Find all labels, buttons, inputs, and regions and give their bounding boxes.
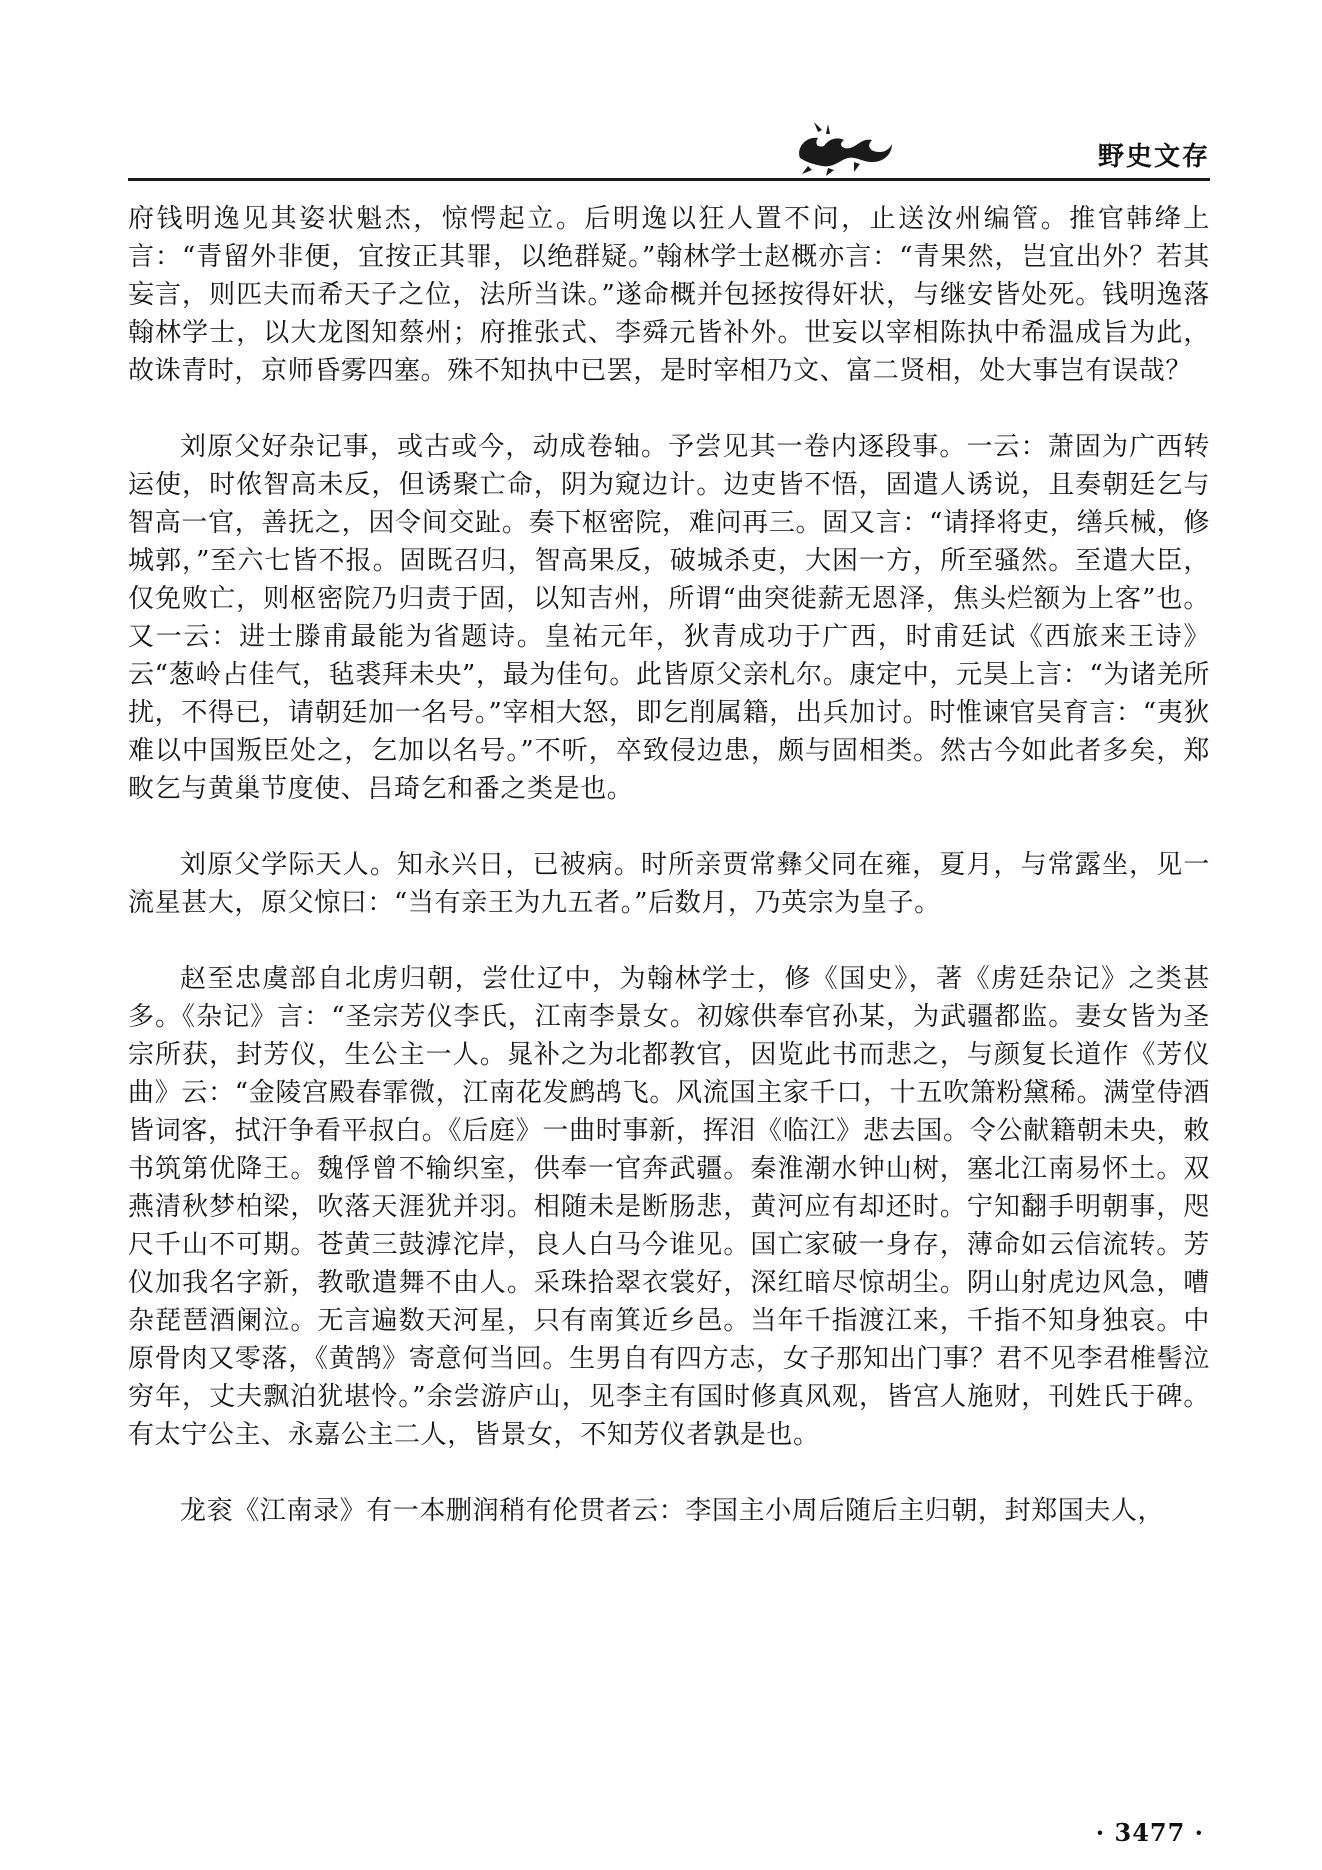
paragraph-gap (128, 922, 1210, 960)
header-rule (128, 178, 1210, 181)
page-header (128, 100, 1210, 182)
paragraph-gap (128, 808, 1210, 846)
paragraph: 赵至忠虞部自北虏归朝，尝仕辽中，为翰林学士，修《国史》，著《虏廷杂记》之类甚多。《杂记》言：“圣宗芳仪李氏，江南李景女。初嫁供奉官孙某，为武疆都监。妻女皆为圣宗所获，封芳仪，生公主一人。晁补之为北都教官，因览此书而悲之，与颜复长道作《芳仪曲》云：“金陵宫殿春霏微，江南花发鹧鸪飞。风流国主家千口，十五吹箫粉黛稀。满堂侍酒皆词客，拭汗争看平叔白。《后庭》一曲时事新，挥泪《临江》悲去国。令公献籍朝未央，敕书筑第优降王。魏俘曾不输织室，供奉一官奔武疆。秦淮潮水钟山树，塞北江南易怀土。双燕清秋梦柏梁，吹落天涯犹并羽。相随未是断肠悲，黄河应有却还时。宁知翻手明朝事，咫尺千山不可期。苍黄三鼓滹沱岸，良人白马今谁见。国亡家破一身存，薄命如云信流转。芳仪加我名字新，教歌遣舞不由人。采珠拾翠衣裳好，深红暗尽惊胡尘。阴山射虎边风急，嘈杂琵琶酒阑泣。无言遍数天河星，只有南箕近乡邑。当年千指渡江来，千指不知身独哀。中原骨肉又零落，《黄鹄》寄意何当回。生男自有四方志，女子那知出门事？君不见李君椎髻泣穷年，丈夫飘泊犹堪怜。”余尝游庐山，见李主有国时修真风观，皆宫人施财，刊姓氏于碑。有太宁公主、永嘉公主二人，皆景女，不知芳仪者孰是也。 (128, 964, 1210, 1450)
running-header-title: 野史文存 (1097, 142, 1210, 172)
paragraph: 刘原父好杂记事，或古或今，动成卷轴。予尝见其一卷内逐段事。一云：萧固为广西转运使，时侬智高未反，但诱聚亡命，阴为窥边计。边吏皆不悟，固遣人诱说，且奏朝廷乞与智高一官，善抚之，因令间交趾。奏下枢密院，难问再三。固又言：“请择将吏，缮兵械，修城郭，”至六七皆不报。固既召归，智高果反，破城杀吏，大困一方，所至骚然。至遣大臣，仅免败亡，则枢密院乃归责于固，以知吉州，所谓“曲突徙薪无恩泽，焦头烂额为上客”也。又一云：进士滕甫最能为省题诗。皇祐元年，狄青成功于广西，时甫廷试《西旅来王诗》云“葱岭占佳气，毡裘拜未央”，最为佳句。此皆原父亲札尔。康定中，元昊上言：“为诸羌所扰，不得已，请朝廷加一名号。”宰相大怒，即乞削属籍，出兵加讨。时惟谏官吴育言：“夷狄难以中国叛臣处之，乞加以名号。”不听，卒致侵边患，颇与固相类。然古今如此者多矣，郑畋乞与黄巢节度使、吕琦乞和番之类是也。 (128, 432, 1210, 804)
paragraph: 府钱明逸见其姿状魁杰，惊愕起立。后明逸以狂人置不问，止送汝州编管。推官韩绛上言：“青留外非便，宜按正其罪，以绝群疑。”翰林学士赵概亦言：“青果然，岂宜出外？若其妄言，则匹夫而希天子之位，法所当诛。”遂命概并包拯按得奸状，与继安皆处死。钱明逸落翰林学士，以大龙图知蔡州；府推张式、李舜元皆补外。世妄以宰相陈执中希温成旨为此，故诛青时，京师昏雾四塞。殊不知执中已罢，是时宰相乃文、富二贤相，处大事岂有误哉？ (128, 204, 1210, 386)
body-text (128, 200, 1210, 1530)
paragraph: 刘原父学际天人。知永兴日，已被病。时所亲贾常彝父同在雍，夏月，与常露坐，见一流星甚大，原父惊曰：“当有亲王为九五者。”后数月，乃英宗为皇子。 (128, 850, 1210, 918)
paragraph: 龙衮《江南录》有一本删润稍有伦贯者云：李国主小周后随后主归朝，封郑国夫人， (180, 1496, 1165, 1526)
dragon-emblem-icon (788, 118, 898, 178)
paragraph-gap (128, 390, 1210, 428)
paragraph-gap (128, 1454, 1210, 1492)
page-number: · 3477 · (1095, 1818, 1204, 1847)
